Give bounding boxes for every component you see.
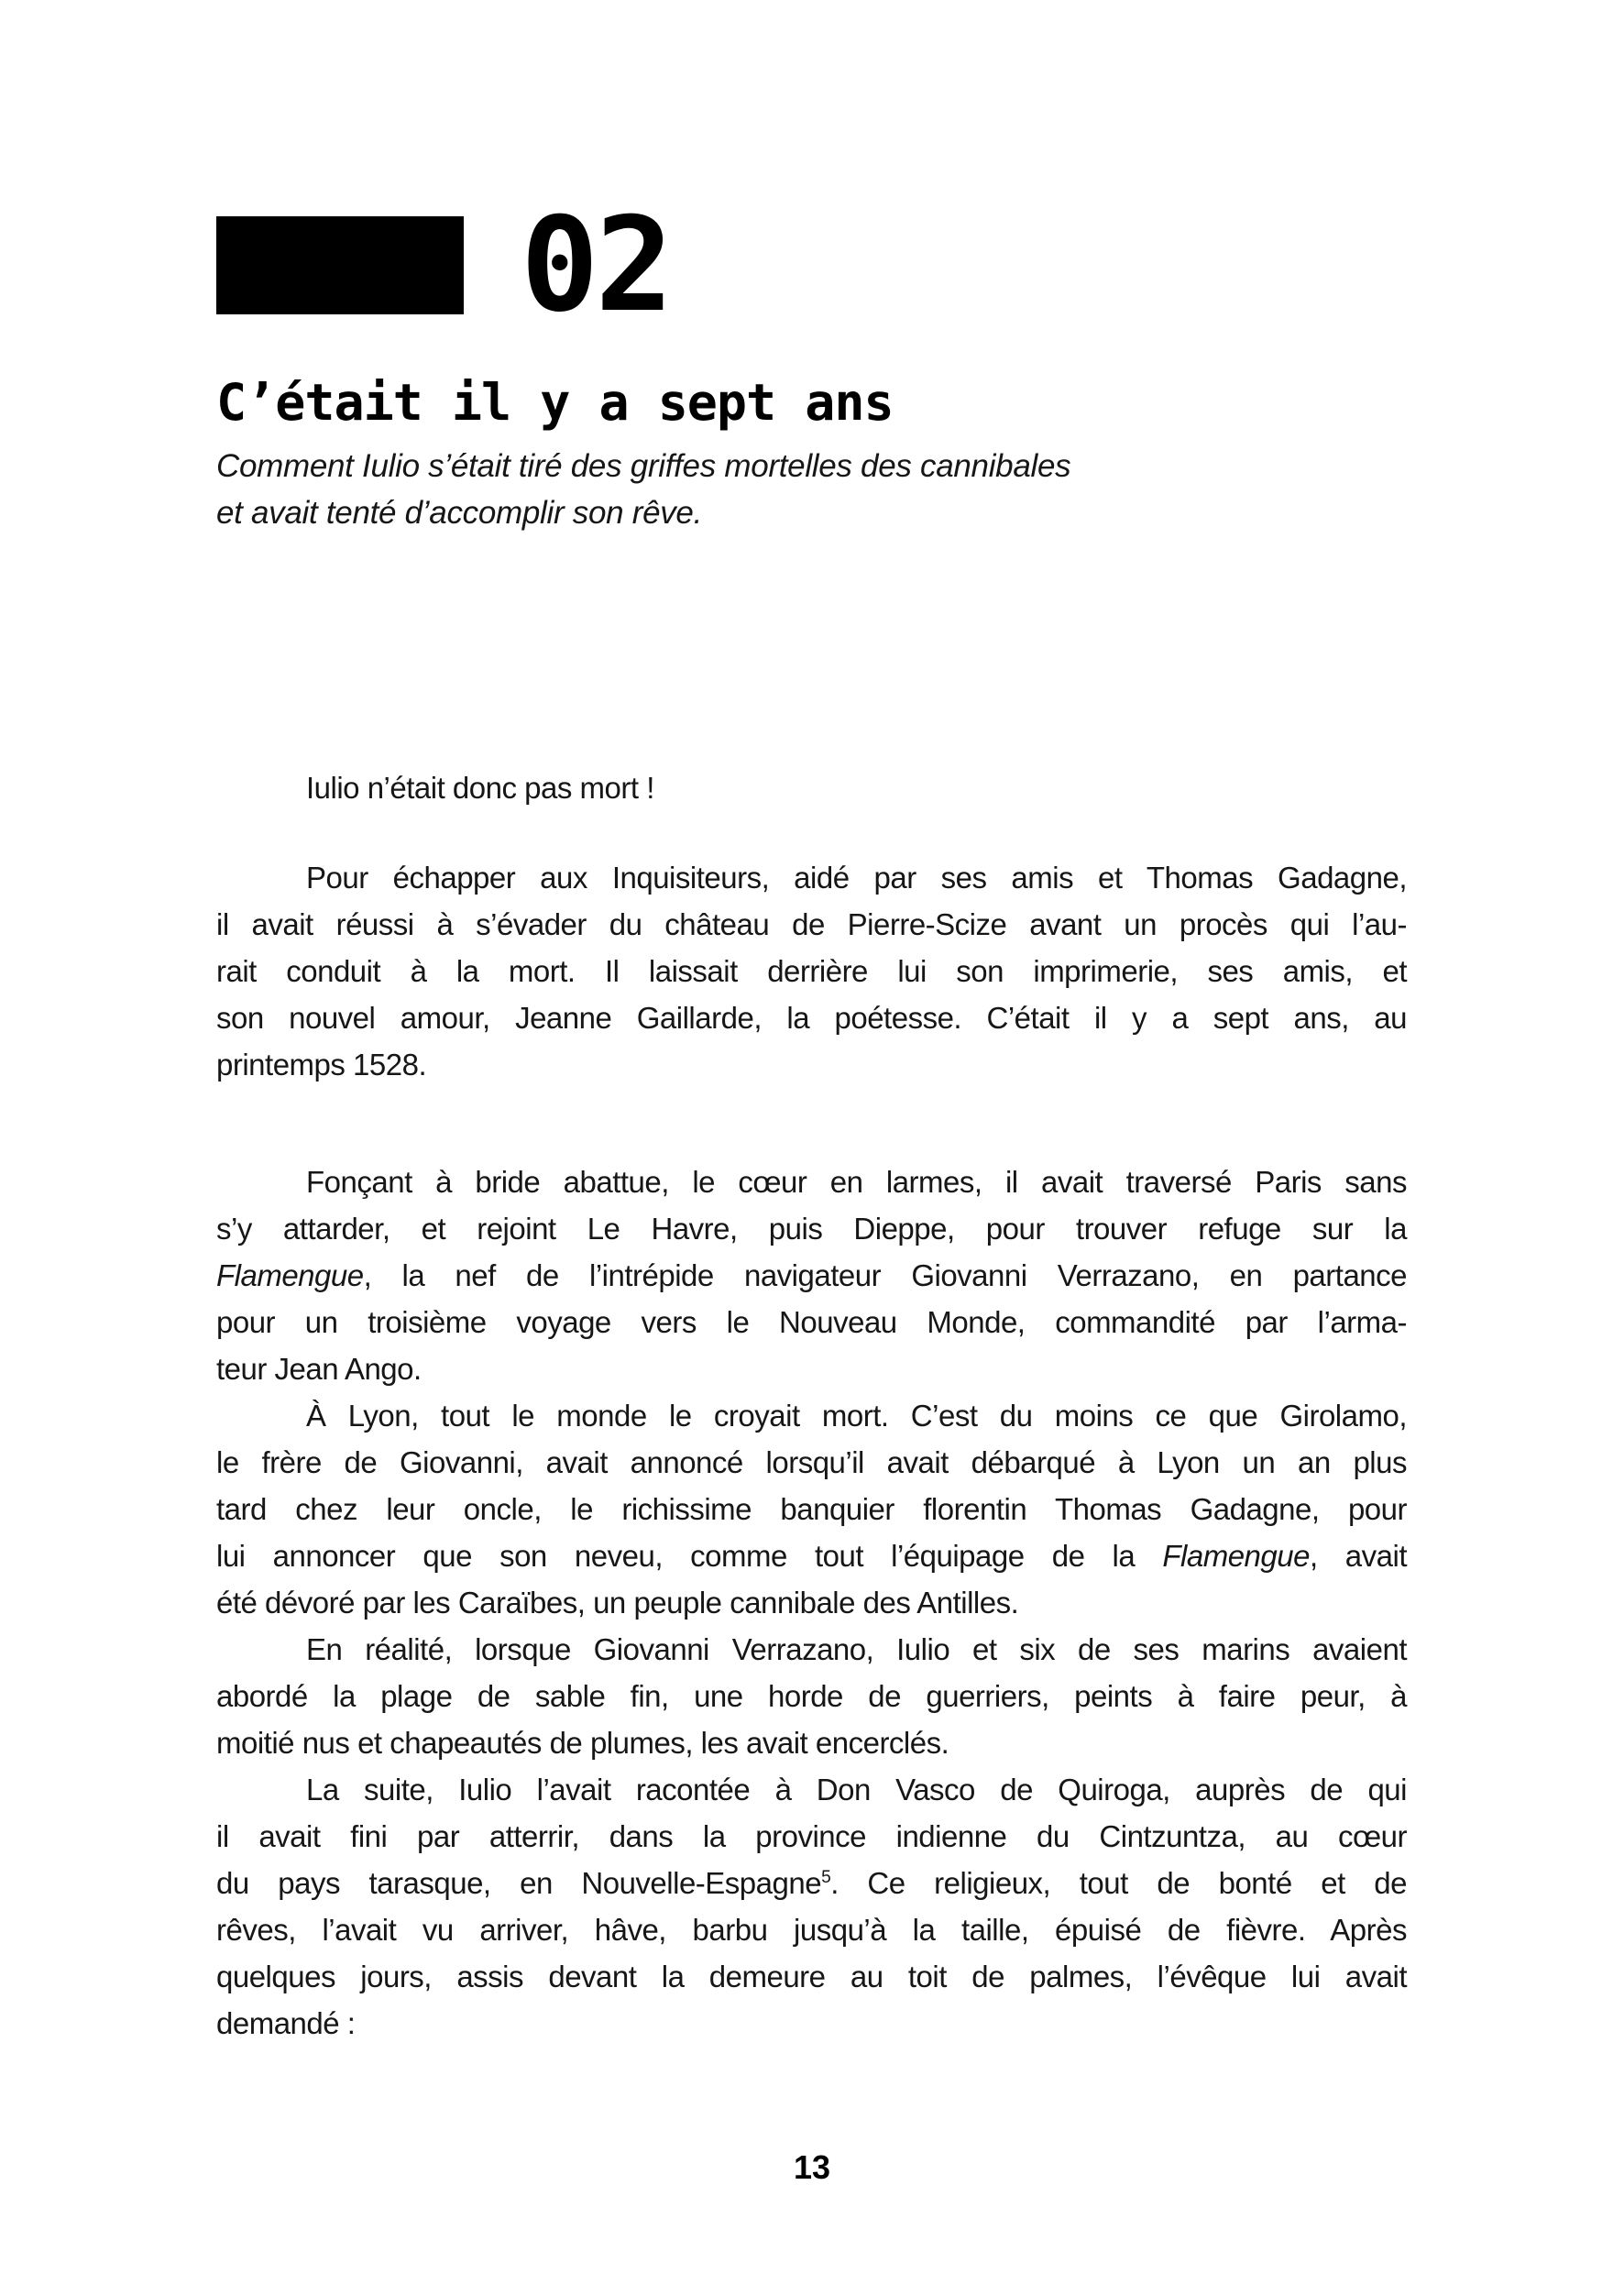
- paragraph: [216, 1766, 1407, 2047]
- subtitle-line: Comment Iulio s’était tiré des griffes mortelles des cannibales: [216, 448, 1071, 484]
- chapter-number: 02: [521, 190, 670, 341]
- text-line: pour un troisième voyage vers le Nouveau Monde, commandité par l’arma-: [216, 1305, 1407, 1339]
- text-line: tard chez leur oncle, le richissime banquier florentin Thomas Gadagne, pour: [216, 1492, 1407, 1526]
- text-line: teur Jean Ango.: [216, 1352, 422, 1386]
- text-line: Pour échapper aux Inquisiteurs, aidé par ses amis et Thomas Gadagne,: [306, 861, 1407, 895]
- text-line: rêves, l’avait vu arriver, hâve, barbu jusqu’à la taille, épuisé de fièvre. Après: [216, 1913, 1407, 1947]
- paragraph: [216, 1158, 1407, 1392]
- text-line: son nouvel amour, Jeanne Gaillarde, la poétesse. C’était il y a sept ans, au: [216, 1001, 1407, 1035]
- text-line: le frère de Giovanni, avait annoncé lorsqu’il avait débarqué à Lyon un an plus: [216, 1445, 1407, 1479]
- text-line: En réalité, lorsque Giovanni Verrazano, Iulio et six de ses marins avaient: [306, 1632, 1407, 1666]
- chapter-subtitle: [216, 443, 1070, 536]
- text-line: moitié nus et chapeautés de plumes, les avait encerclés.: [216, 1726, 949, 1760]
- body-text: [216, 764, 1407, 2047]
- paragraph: [216, 764, 1407, 811]
- text-line: lui annoncer que son neveu, comme tout l’équipage de la Flamengue, avait: [216, 1539, 1407, 1573]
- text-line: il avait réussi à s’évader du château de Pierre-Scize avant un procès qui l’au-: [216, 907, 1407, 941]
- text-line: du pays tarasque, en Nouvelle-Espagne$^5$. Ce religieux, tout de bonté et de: [216, 1866, 1407, 1900]
- paragraph: [216, 1392, 1407, 1626]
- text-line: printemps 1528.: [216, 1048, 427, 1082]
- text-line: quelques jours, assis devant la demeure au toit de palmes, l’évêque lui avait: [216, 1960, 1407, 1993]
- text-line: abordé la plage de sable fin, une horde de guerriers, peints à faire peur, à: [216, 1679, 1407, 1713]
- chapter-marker-rect: [216, 216, 464, 314]
- subtitle-line: et avait tenté d’accomplir son rêve.: [216, 495, 703, 531]
- paragraph: [216, 1626, 1407, 1766]
- text-line: été dévoré par les Caraïbes, un peuple cannibale des Antilles.: [216, 1586, 1019, 1620]
- text-line: Fonçant à bride abattue, le cœur en larmes, il avait traversé Paris sans: [306, 1165, 1407, 1199]
- paragraph: [216, 854, 1407, 1088]
- chapter-title: C’était il y a sept ans: [216, 373, 894, 432]
- text-line: Iulio n’était donc pas mort !: [306, 771, 654, 805]
- page-number: 13: [793, 2148, 831, 2186]
- text-line: s’y attarder, et rejoint Le Havre, puis Dieppe, pour trouver refuge sur la: [216, 1212, 1407, 1246]
- text-line: La suite, Iulio l’avait racontée à Don Vasco de Quiroga, auprès de qui: [306, 1773, 1407, 1806]
- text-line: Flamengue, la nef de l’intrépide navigateur Giovanni Verrazano, en partance: [216, 1258, 1407, 1292]
- text-line: rait conduit à la mort. Il laissait derrière lui son imprimerie, ses amis, et: [216, 954, 1407, 988]
- text-line: À Lyon, tout le monde le croyait mort. C’est du moins ce que Girolamo,: [306, 1399, 1407, 1433]
- text-line: il avait fini par atterrir, dans la province indienne du Cintzuntza, au cœur: [216, 1819, 1407, 1853]
- text-line: demandé :: [216, 2006, 356, 2040]
